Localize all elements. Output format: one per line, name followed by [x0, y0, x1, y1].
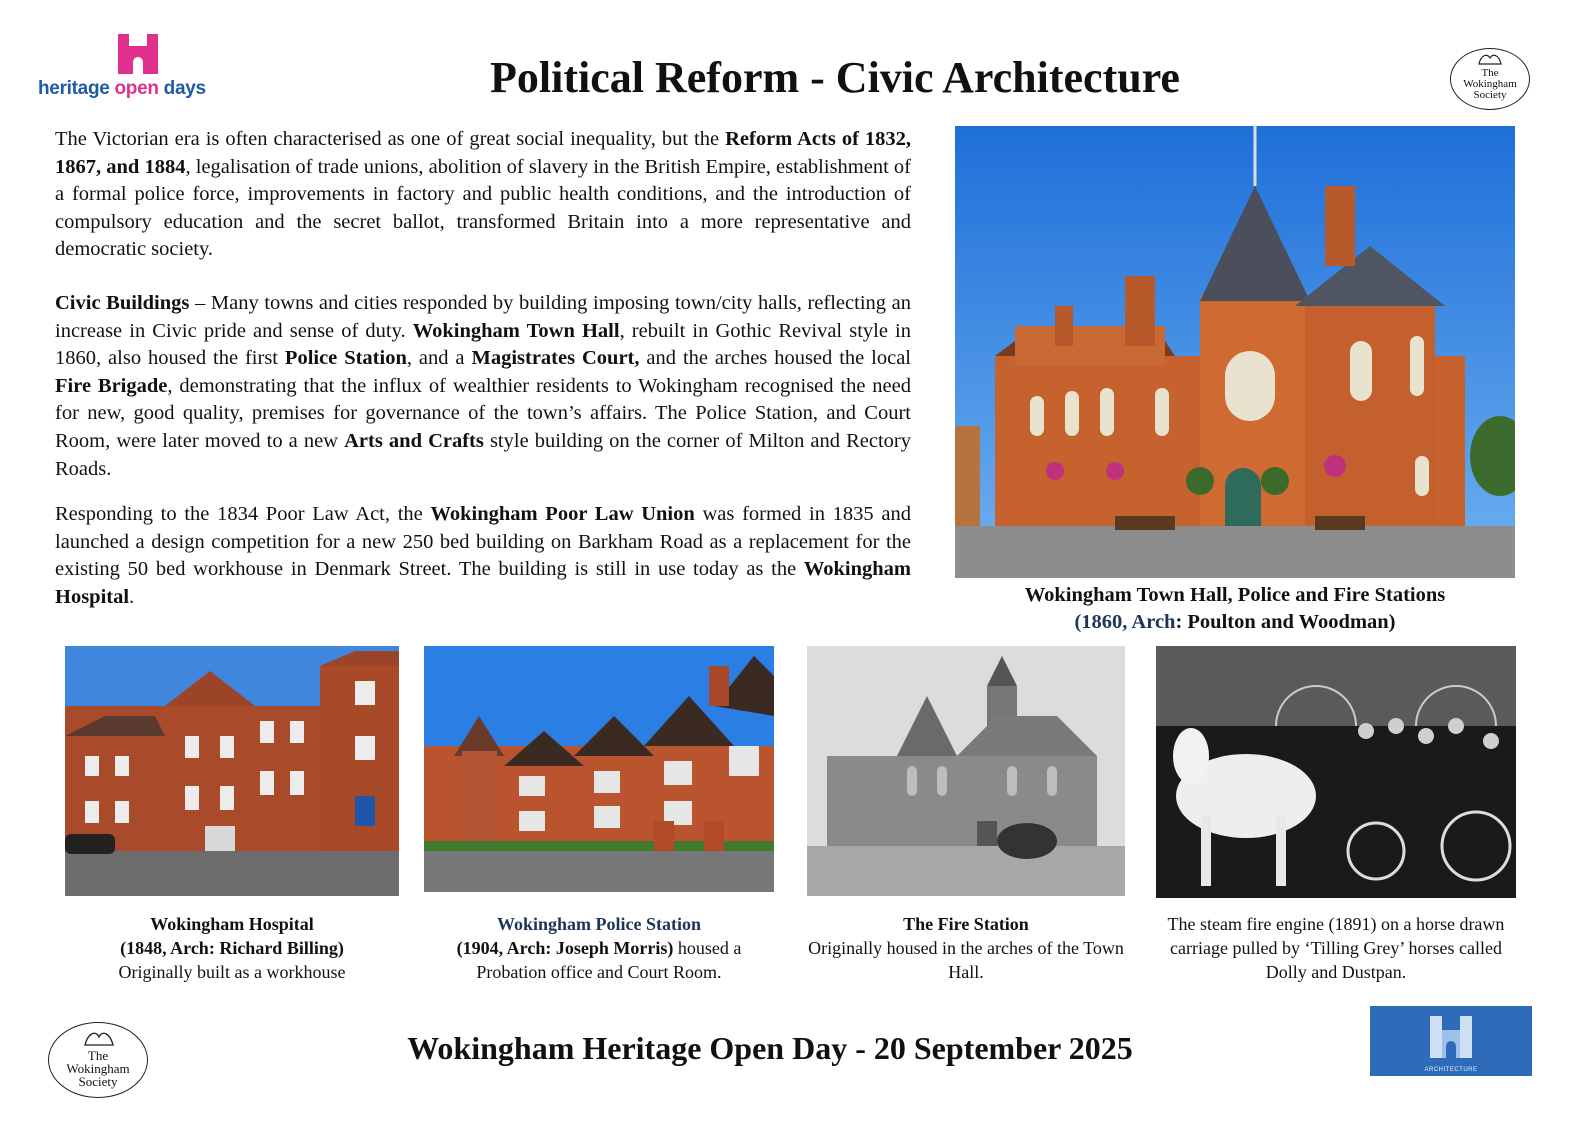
caption-arch: (1848, Arch: Richard Billing) [120, 938, 344, 958]
caption-arch [424, 936, 774, 960]
society-line-wokingham: Wokingham [66, 1061, 130, 1076]
heritage-h-icon [116, 32, 160, 76]
bold-run: Arts and Crafts [344, 429, 484, 452]
steam-fire-engine-photo [1156, 646, 1516, 898]
hospital-caption [65, 912, 399, 984]
wokingham-society-seal [1450, 48, 1530, 110]
text-run: – Many towns and cities responded by building imposing town/city halls, reflecting an increase in Civic pride and sense of duty. [55, 291, 911, 342]
page-title: Political Reform - Civic Architecture [490, 53, 1180, 102]
heritage-open-days-wordmark [38, 78, 206, 100]
text-run: style building on the corner of Milton and Rectory Roads. [55, 429, 912, 480]
caption-desc: Probation office and Court Room. [476, 962, 722, 982]
hospital-photo [65, 646, 399, 896]
wokingham-society-seal [48, 1022, 148, 1098]
fire-station-photo [807, 646, 1125, 896]
caption-desc: Originally built as a workhouse [118, 962, 346, 982]
logo-word-heritage: heritage [38, 78, 110, 99]
caption-desc: The steam fire engine (1891) on a horse drawn carriage pulled by ‘Tilling Grey’ horses called Dolly and Dustpan. [1167, 914, 1505, 982]
caption-title: Wokingham Police Station [496, 914, 702, 934]
poor-law-paragraph [55, 501, 911, 611]
police-station-photo [424, 646, 774, 892]
text-run: The Victorian era is often characterised as one of great social inequality, but the [55, 128, 726, 150]
police-station-caption [424, 912, 774, 984]
text-run: , rebuilt in Gothic Revival style in 1860, also housed the first [55, 319, 911, 370]
heritage-open-days-logo [36, 30, 216, 102]
text-run: , legalisation of trade unions, abolition of slavery in the British Empire, establishment of a formal police force, improvements in factory and public health conditions, and the introduction of compulsory education and the secret ballot, transformed Britain into a more representative and democratic society. [55, 155, 911, 261]
fire-station-caption [807, 912, 1125, 984]
bold-run: Civic Buildings [55, 291, 190, 314]
bold-run: Wokingham Hospital [55, 558, 911, 608]
society-line-the: The [1481, 67, 1499, 79]
text-run: and the arches housed the local [639, 347, 911, 370]
society-line-wokingham: Wokingham [1463, 78, 1517, 90]
town-hall-caption [955, 582, 1515, 636]
oak-leaf-icon [83, 1029, 115, 1047]
text-run: Responding to the 1834 Poor Law Act, the [55, 503, 431, 526]
text-run: , demonstrating that the influx of wealthier residents to Wokingham recognised the need for new, good quality, premises for governance of the town’s affairs. The Police Station, and Court Room, were later moved to a new [55, 374, 912, 452]
caption-desc-run: housed a [673, 938, 742, 958]
intro-paragraph [55, 126, 911, 264]
society-line-society: Society [78, 1074, 118, 1089]
caption-title: The Fire Station [903, 914, 1029, 934]
society-line-the: The [87, 1048, 109, 1063]
caption-title: Wokingham Town Hall, Police and Fire Stations [1024, 584, 1446, 606]
bold-run: Wokingham Town Hall [412, 319, 620, 342]
logo-word-days: days [163, 78, 206, 99]
bold-run: Magistrates Court, [471, 347, 640, 370]
bold-run: Reform Acts of 1832, 1867, and 1884 [55, 128, 912, 178]
architecture-badge-icon [1370, 1006, 1532, 1076]
footer-title: Wokingham Heritage Open Day - 20 September 2025 [407, 1030, 1133, 1066]
bold-run: Police Station [284, 347, 407, 370]
society-line-society: Society [1473, 89, 1507, 101]
town-hall-photo [955, 126, 1515, 578]
text-run: , and a [406, 347, 472, 370]
logo-word-open: open [114, 78, 159, 99]
badge-label: ARCHITECTURE [1424, 1067, 1478, 1073]
civic-paragraph [55, 290, 911, 483]
steam-engine-caption [1156, 912, 1516, 984]
caption-title: Wokingham Hospital [150, 914, 314, 934]
oak-leaf-icon [1477, 52, 1503, 66]
heritage-h-icon [1426, 1012, 1476, 1062]
body-text [55, 126, 911, 634]
caption-arch-names: : Poulton and Woodman) [1175, 611, 1396, 633]
text-run: . [129, 585, 135, 608]
caption-arch [955, 609, 1515, 636]
caption-arch-prefix: (1860, Arch [1074, 611, 1176, 633]
caption-arch-bold: (1904, Arch: Joseph Morris) [456, 938, 674, 958]
text-run: was formed in 1835 and launched a design competition for a new 250 bed building on Barkham Road as a replacement for the existing 50 bed workhouse in Denmark Street. The building is still in use today as the [55, 503, 911, 581]
caption-desc: Originally housed in the arches of the Town Hall. [808, 938, 1124, 982]
bold-run: Fire Brigade [55, 374, 168, 397]
bold-run: Wokingham Poor Law Union [430, 503, 695, 526]
